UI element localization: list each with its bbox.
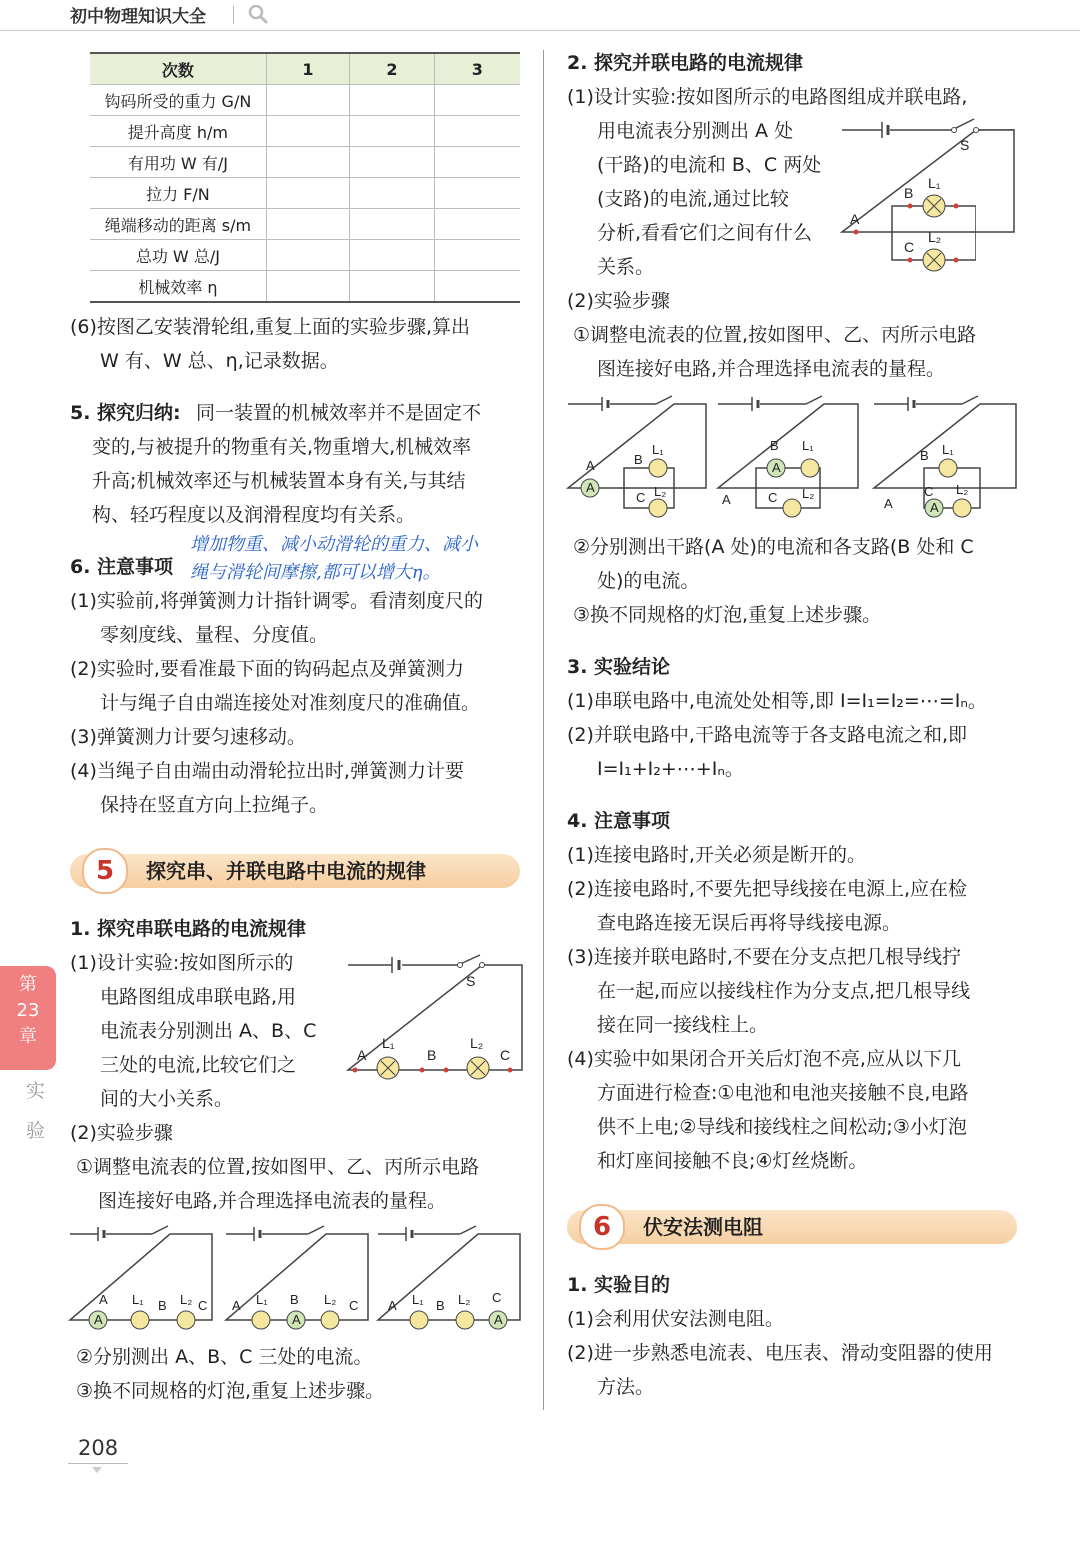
series-steps-heading: (2)实验步骤 — [70, 1122, 173, 1144]
parallel-step3: ③换不同规格的灯泡,重复上述步骤。 — [573, 604, 882, 626]
point-label: C — [349, 1298, 359, 1313]
notes-heading: 6. 注意事项 — [70, 556, 174, 578]
table-row — [90, 240, 520, 271]
bulb-icon — [939, 459, 957, 477]
series-design-line4: 三处的电流,比较它们之 — [100, 1054, 297, 1076]
lamp-label: L₂ — [180, 1292, 193, 1307]
series-circuits-row — [66, 1222, 526, 1332]
section5-number: 5 — [82, 848, 128, 894]
table-row — [90, 209, 520, 240]
series-heading: 1. 探究串联电路的电流规律 — [70, 918, 307, 940]
note2-line1: (2)实验时,要看准最下面的钩码起点及弹簧测力 — [70, 658, 464, 680]
page-number-rule — [68, 1463, 128, 1464]
note2-line2: 计与绳子自由端连接处对准刻度尺的准确值。 — [100, 692, 481, 714]
chapter-tab-line1: 第 — [19, 974, 37, 995]
lamp-label: L₁ — [412, 1292, 424, 1307]
conclusion-heading: 3. 实验结论 — [567, 656, 671, 678]
switch-label: S — [466, 973, 476, 989]
chapter-name-char: 实 — [26, 1080, 46, 1102]
bulb-icon — [923, 249, 945, 271]
point-label: B — [290, 1292, 299, 1307]
note4-line1: (4)当绳子自由端由动滑轮拉出时,弹簧测力计要 — [70, 760, 464, 782]
table-row — [90, 271, 520, 303]
section5-banner — [70, 854, 520, 888]
section6-number: 6 — [579, 1204, 625, 1250]
table-header-cell: 次数 — [90, 53, 266, 85]
precaution4-line4: 和灯座间接触不良;④灯丝烧断。 — [597, 1150, 868, 1172]
point-label: C — [924, 484, 934, 499]
handwritten-note-line1: 增加物重、减小动滑轮的重力、减小 — [190, 534, 478, 555]
bulb-icon — [783, 499, 801, 517]
conclusion-line3: I=I₁+I₂+⋯+Iₙ。 — [597, 758, 744, 780]
ammeter-label: A — [494, 1312, 503, 1327]
switch-label: S — [960, 137, 970, 153]
page-header — [0, 0, 1080, 31]
book-title: 初中物理知识大全 — [70, 7, 206, 27]
point-label: A — [586, 458, 595, 473]
parallel-design-line4: (支路)的电流,通过比较 — [597, 188, 789, 210]
summary-heading: 5. 探究归纳: — [70, 402, 181, 424]
point-label: B — [436, 1298, 445, 1313]
precautions-heading: 4. 注意事项 — [567, 810, 671, 832]
point-label: A — [884, 496, 893, 511]
step6-line1: (6)按图乙安装滑轮组,重复上面的实验步骤,算出 — [70, 316, 470, 338]
precaution4-line3: 供不上电;②导线和接线柱之间松动;③小灯泡 — [597, 1116, 967, 1138]
point-label: B — [634, 452, 643, 467]
parallel-step2-line2: 处)的电流。 — [597, 570, 700, 592]
point-label: A — [357, 1047, 367, 1063]
point-label: A — [850, 211, 860, 227]
step6-line2: W 有、W 总、η,记录数据。 — [100, 350, 339, 372]
point-label: A — [722, 492, 731, 507]
series-step1-line1: ①调整电流表的位置,按如图甲、乙、丙所示电路 — [76, 1156, 480, 1178]
chapter-name-char: 验 — [26, 1120, 46, 1142]
table-row-label: 提升高度 h/m — [90, 116, 266, 147]
parallel-design-line5: 分析,看看它们之间有什么 — [597, 222, 813, 244]
parallel-circuit-diagram — [836, 114, 1022, 280]
note4-line2: 保持在竖直方向上拉绳子。 — [100, 794, 329, 816]
table-row-label: 绳端移动的距离 s/m — [90, 209, 266, 240]
lamp-label: L₂ — [324, 1292, 337, 1307]
precaution3-line1: (3)连接并联电路时,不要在分支点把几根导线拧 — [567, 946, 961, 968]
series-step1-line2: 图连接好电路,并合理选择电流表的量程。 — [98, 1190, 447, 1212]
ammeter-label: A — [586, 480, 595, 495]
bulb-icon — [467, 1057, 489, 1079]
table-row-label: 机械效率 η — [90, 271, 266, 303]
table-row-label: 有用功 W 有/J — [90, 147, 266, 178]
table-header-cell: 1 — [266, 53, 349, 85]
ammeter-label: A — [292, 1312, 301, 1327]
bulb-icon — [953, 499, 971, 517]
precaution2-line1: (2)连接电路时,不要先把导线接在电源上,应在检 — [567, 878, 967, 900]
point-label: B — [904, 185, 914, 201]
precaution1: (1)连接电路时,开关必须是断开的。 — [567, 844, 866, 866]
lamp-label: L₂ — [928, 229, 942, 245]
series-step3: ③换不同规格的灯泡,重复上述步骤。 — [76, 1380, 385, 1402]
table-row-label: 拉力 F/N — [90, 178, 266, 209]
section6-title: 伏安法测电阻 — [643, 1215, 763, 1239]
point-label: C — [768, 490, 778, 505]
precaution4-line2: 方面进行检查:①电池和电池夹接触不良,电路 — [597, 1082, 969, 1104]
parallel-steps-heading: (2)实验步骤 — [567, 290, 670, 312]
bulb-icon — [252, 1311, 270, 1329]
bulb-icon — [410, 1311, 428, 1329]
point-label: B — [920, 448, 929, 463]
lamp-label: L₂ — [802, 486, 815, 501]
bulb-icon — [923, 195, 945, 217]
note3-line1: (3)弹簧测力计要匀速移动。 — [70, 726, 306, 748]
purpose-heading: 1. 实验目的 — [567, 1274, 671, 1296]
column-divider — [543, 50, 544, 1410]
table-row — [90, 147, 520, 178]
bulb-icon — [131, 1311, 149, 1329]
series-design-line1: (1)设计实验:按如图所示的 — [70, 952, 294, 974]
parallel-circuits-row — [564, 394, 1024, 524]
lamp-label: L₁ — [382, 1035, 395, 1051]
bulb-icon — [649, 459, 667, 477]
purpose-line2: (2)进一步熟悉电流表、电压表、滑动变阻器的使用 — [567, 1342, 993, 1364]
conclusion-line2: (2)并联电路中,干路电流等于各支路电流之和,即 — [567, 724, 967, 746]
search-icon[interactable] — [247, 3, 269, 25]
point-label: A — [232, 1298, 241, 1313]
conclusion-line1: (1)串联电路中,电流处处相等,即 I=I₁=I₂=⋯=Iₙ。 — [567, 690, 987, 712]
ammeter-label: A — [930, 500, 939, 515]
table-row — [90, 178, 520, 209]
bulb-icon — [321, 1311, 339, 1329]
lamp-label: L₁ — [256, 1292, 268, 1307]
table-row — [90, 85, 520, 116]
page-number: 208 — [78, 1436, 119, 1460]
ammeter-label: A — [772, 460, 781, 475]
precaution4-line1: (4)实验中如果闭合开关后灯泡不亮,应从以下几 — [567, 1048, 961, 1070]
bulb-icon — [456, 1311, 474, 1329]
point-label: A — [388, 1298, 397, 1313]
summary-line4: 构、轻巧程度以及润滑程度均有关系。 — [92, 504, 416, 526]
parallel-heading: 2. 探究并联电路的电流规律 — [567, 52, 804, 74]
parallel-step1-line2: 图连接好电路,并合理选择电流表的量程。 — [597, 358, 946, 380]
lamp-label: L₁ — [652, 442, 664, 457]
parallel-design-line1: (1)设计实验:按如图所示的电路图组成并联电路, — [567, 86, 968, 108]
handwritten-note-line2: 绳与滑轮间摩擦,都可以增大η。 — [190, 562, 441, 583]
precaution3-line2: 在一起,而应以接线柱作为分支点,把几根导线 — [597, 980, 971, 1002]
section6-banner — [567, 1210, 1017, 1244]
precaution3-line3: 接在同一接线柱上。 — [597, 1014, 769, 1036]
note1-line1: (1)实验前,将弹簧测力计指针调零。看清刻度尺的 — [70, 590, 483, 612]
table-row-label: 总功 W 总/J — [90, 240, 266, 271]
table-header-cell: 3 — [434, 53, 520, 85]
series-design-line3: 电流表分别测出 A、B、C — [100, 1020, 317, 1042]
lamp-label: L₂ — [654, 484, 667, 499]
lamp-label: L₂ — [956, 482, 969, 497]
lamp-label: L₁ — [802, 438, 814, 453]
summary-line3: 升高;机械效率还与机械装置本身有关,与其结 — [92, 470, 466, 492]
lamp-label: L₁ — [928, 175, 941, 191]
lamp-label: L₂ — [470, 1035, 484, 1051]
table-row — [90, 116, 520, 147]
point-label: B — [427, 1047, 437, 1063]
bulb-icon — [801, 459, 819, 477]
point-label: B — [770, 438, 779, 453]
series-design-line2: 电路图组成串联电路,用 — [100, 986, 297, 1008]
lamp-label: L₁ — [132, 1292, 144, 1307]
bulb-icon — [377, 1057, 399, 1079]
table-row-label: 钩码所受的重力 G/N — [90, 85, 266, 116]
lamp-label: L₂ — [458, 1292, 471, 1307]
efficiency-table — [90, 52, 520, 303]
series-design-line5: 间的大小关系。 — [100, 1088, 234, 1110]
series-circuit-diagram — [340, 950, 530, 1080]
lamp-label: L₁ — [942, 442, 954, 457]
purpose-line1: (1)会利用伏安法测电阻。 — [567, 1308, 784, 1330]
precaution2-line2: 查电路连接无误后再将导线接电源。 — [597, 912, 902, 934]
section5-title: 探究串、并联电路中电流的规律 — [146, 859, 426, 883]
parallel-step1-line1: ①调整电流表的位置,按如图甲、乙、丙所示电路 — [573, 324, 977, 346]
table-header-cell: 2 — [350, 53, 434, 85]
note1-line2: 零刻度线、量程、分度值。 — [100, 624, 329, 646]
point-label: C — [904, 239, 915, 255]
series-step2: ②分别测出 A、B、C 三处的电流。 — [76, 1346, 373, 1368]
point-label: C — [636, 490, 646, 505]
parallel-design-line6: 关系。 — [597, 256, 655, 278]
point-label: C — [198, 1298, 208, 1313]
parallel-step2-line1: ②分别测出干路(A 处)的电流和各支路(B 处和 C — [573, 536, 974, 558]
caret-down-icon — [92, 1467, 102, 1473]
ammeter-label: A — [94, 1312, 103, 1327]
bulb-icon — [177, 1311, 195, 1329]
purpose-line3: 方法。 — [597, 1376, 655, 1398]
bulb-icon — [649, 499, 667, 517]
summary-line1: 同一装置的机械效率并不是固定不 — [196, 402, 482, 424]
point-label: B — [158, 1298, 167, 1313]
point-label: C — [492, 1290, 502, 1305]
parallel-design-line3: (干路)的电流和 B、C 两处 — [597, 154, 822, 176]
chapter-tab[interactable] — [0, 966, 56, 1070]
summary-line2: 变的,与被提升的物重有关,物重增大,机械效率 — [92, 436, 472, 458]
chapter-tab-number: 23 — [16, 1000, 40, 1021]
header-divider — [233, 6, 234, 24]
table-header-row — [90, 53, 520, 85]
parallel-design-line2: 用电流表分别测出 A 处 — [597, 120, 794, 142]
point-label: C — [500, 1047, 511, 1063]
point-label: A — [99, 1292, 108, 1307]
chapter-tab-line3: 章 — [19, 1026, 37, 1047]
